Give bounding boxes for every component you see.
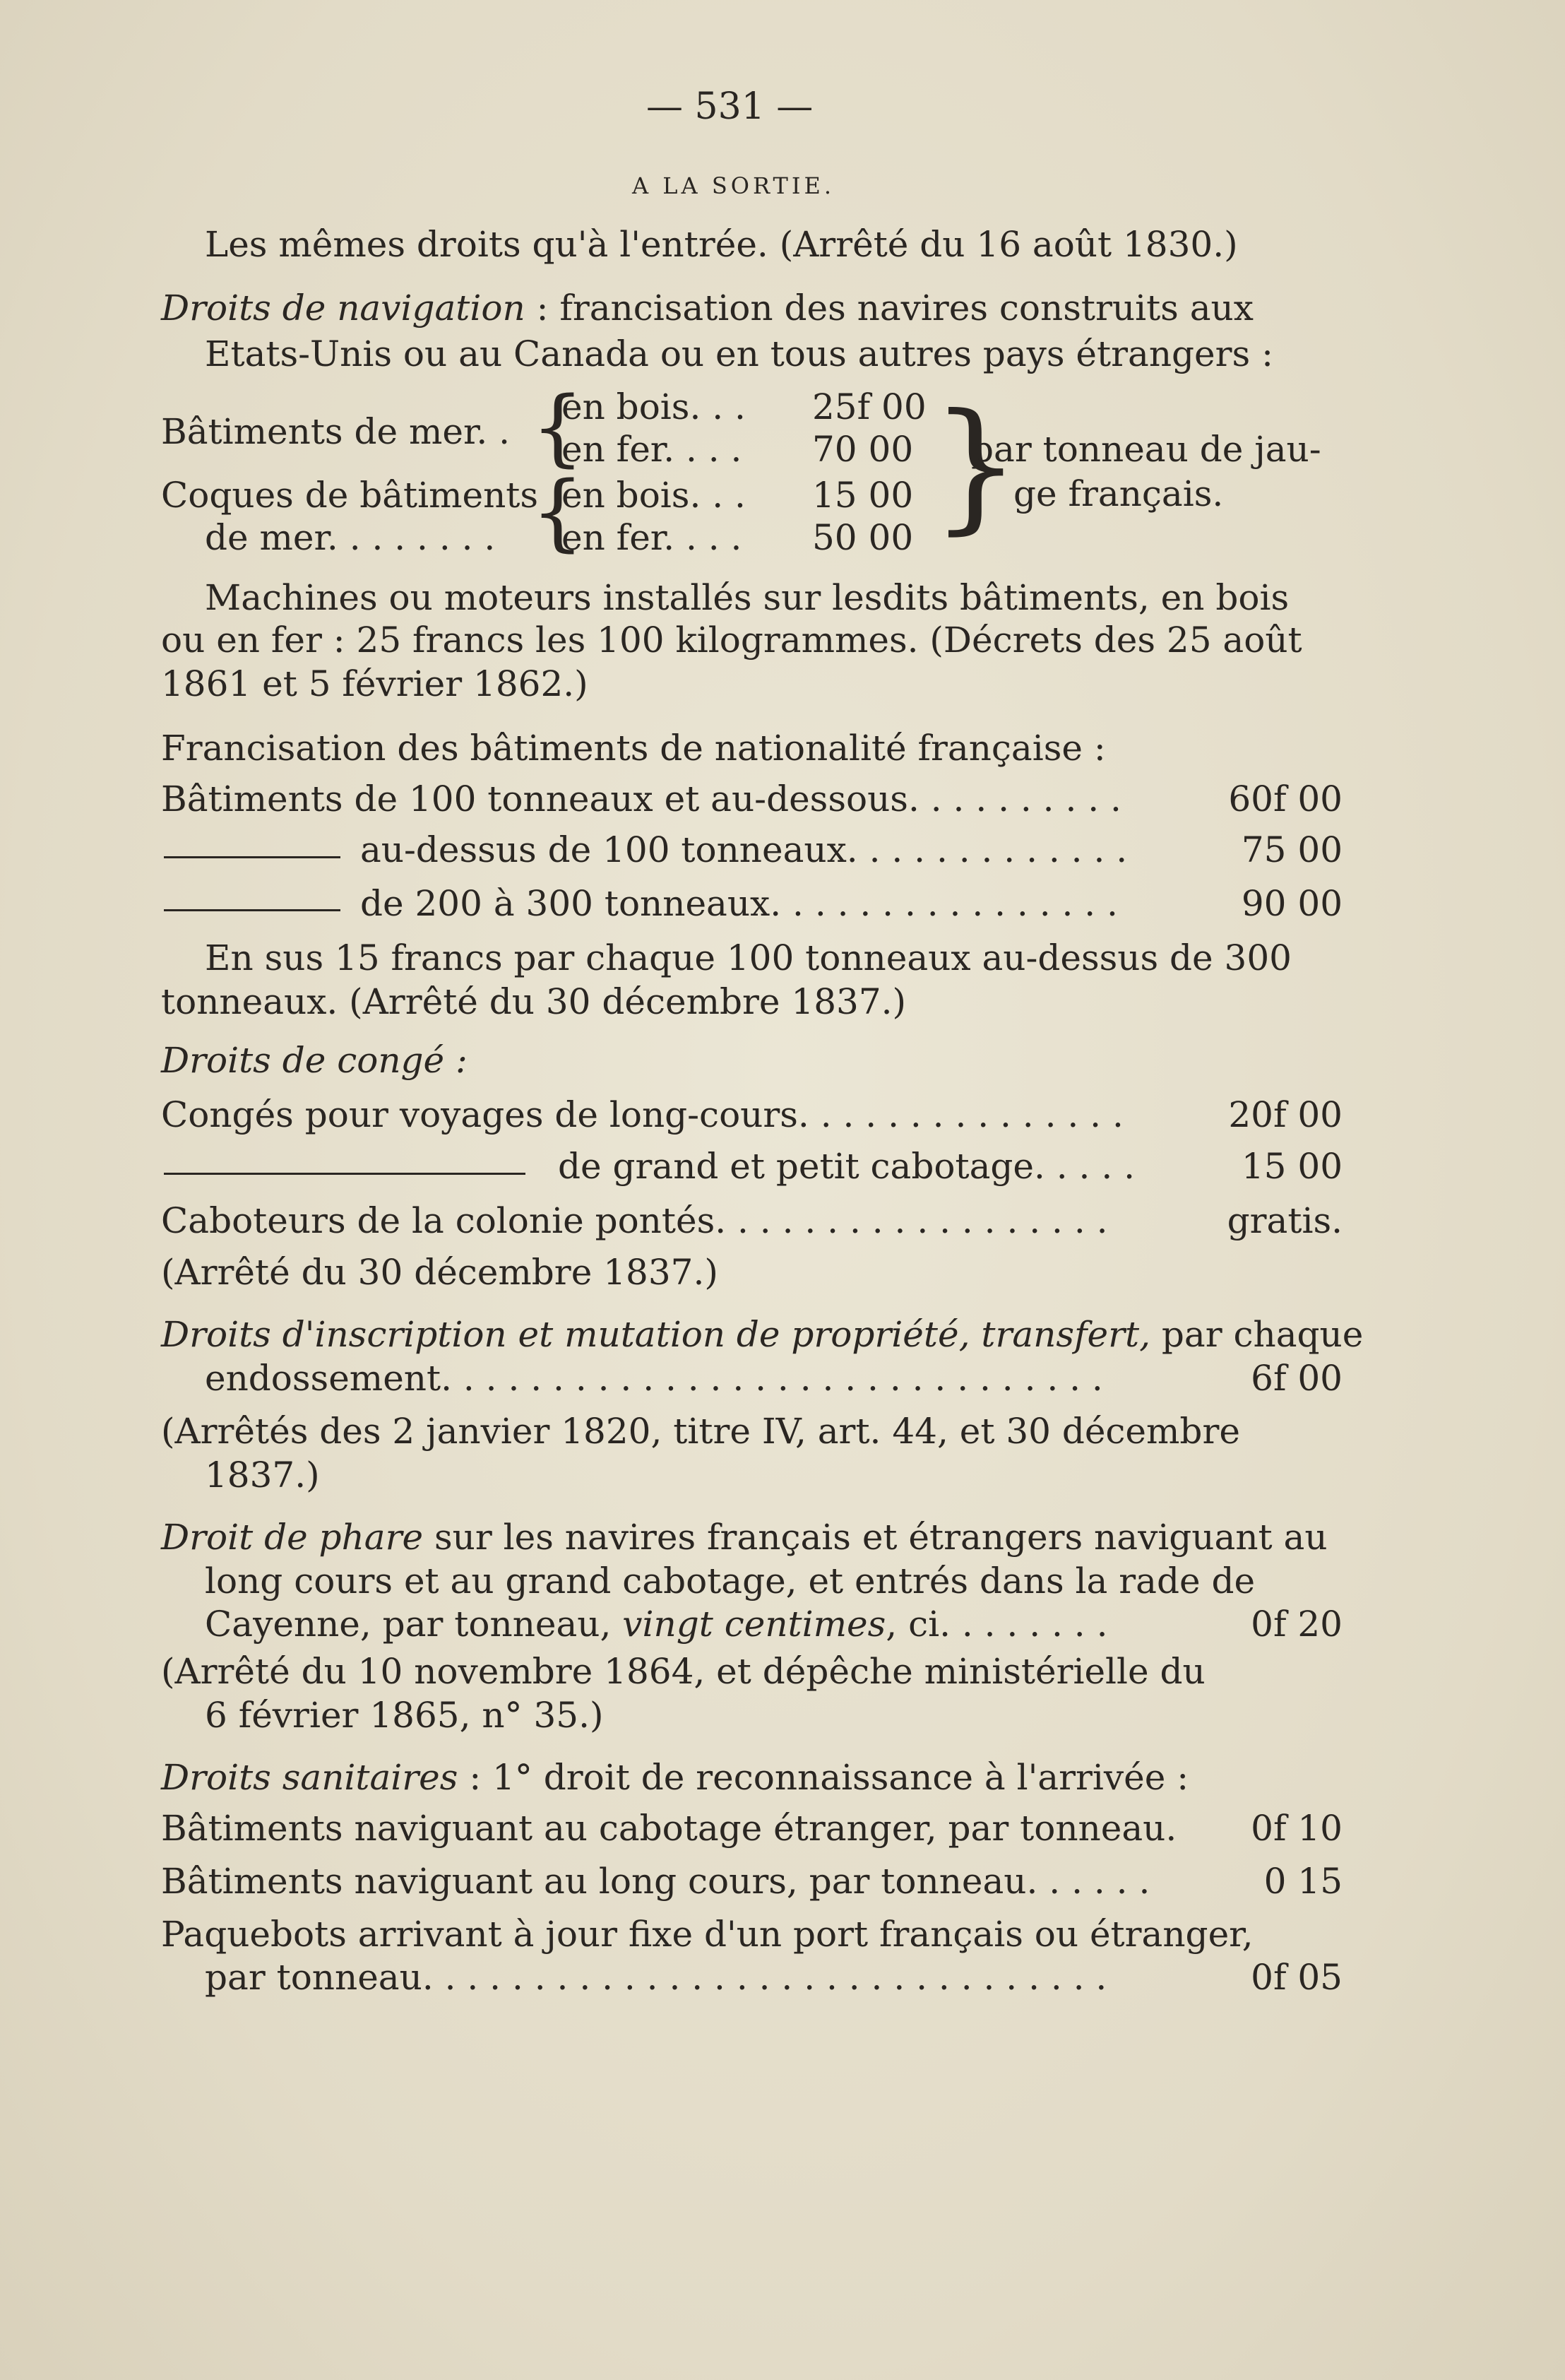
text-line — [161, 286, 1254, 330]
text-line: 1837.) — [205, 1455, 320, 1496]
table-material: en bois. . . — [561, 386, 746, 427]
text-line: (Arrêtés des 2 janvier 1820, titre IV, art. 44, et 30 décembre — [161, 1411, 1240, 1452]
table-material: en bois. . . — [561, 475, 746, 516]
ditto-rule — [164, 1173, 525, 1175]
text-line — [161, 1515, 1328, 1559]
text-span: par chaque — [1150, 1314, 1364, 1355]
table-material: en fer. . . . — [561, 429, 742, 470]
text-span: sur les navires français et étrangers naviguant au — [423, 1517, 1328, 1558]
italic-heading: Droits de congé : — [161, 1040, 468, 1081]
amount: 15 00 — [1241, 1146, 1343, 1187]
table-label: Bâtiments de mer. . — [161, 411, 511, 452]
text-span: Cayenne, par tonneau, — [205, 1604, 623, 1645]
italic-heading: Droits d'inscription et mutation de propriété, transfert, — [161, 1314, 1151, 1355]
text-line: endossement. . . . . . . . . . . . . . . . . . . . . . . . . . . . . . — [205, 1358, 1103, 1399]
text-line: Caboteurs de la colonie pontés. . . . . . . . . . . . . . . . . . — [161, 1200, 1108, 1241]
table-value: 15 00 — [812, 475, 914, 516]
text-span: , ci. . . . . . . . — [886, 1604, 1108, 1645]
table-label: de mer. . . . . . . . — [205, 517, 496, 558]
italic-span: vingt centimes — [622, 1604, 886, 1645]
table-value: 50 00 — [812, 517, 914, 558]
text-line: long cours et au grand cabotage, et entrés dans la rade de — [205, 1561, 1256, 1602]
text-line: Bâtiments naviguant au long cours, par tonneau. . . . . . — [161, 1861, 1150, 1902]
text-line: au-dessus de 100 tonneaux. . . . . . . . . . . . . — [360, 829, 1128, 870]
text-line: Bâtiments de 100 tonneaux et au-dessous. . . . . . . . . . — [161, 778, 1121, 819]
text-line — [205, 1602, 1107, 1646]
left-brace: { — [531, 463, 585, 560]
text-line: tonneaux. (Arrêté du 30 décembre 1837.) — [161, 981, 907, 1022]
text-line: 1861 et 5 février 1862.) — [161, 663, 588, 704]
amount: 20f 00 — [1228, 1094, 1343, 1135]
amount: gratis. — [1227, 1200, 1343, 1241]
italic-heading: Droits de navigation — [161, 288, 525, 328]
text-line: Paquebots arrivant à jour fixe d'un port français ou étranger, — [161, 1914, 1254, 1955]
table-material: en fer. . . . — [561, 517, 742, 558]
text-line: Etats-Unis ou au Canada ou en tous autres pays étrangers : — [205, 333, 1273, 374]
text-line: Machines ou moteurs installés sur lesdits bâtiments, en bois — [205, 577, 1290, 618]
text-line: de grand et petit cabotage. . . . . — [558, 1146, 1136, 1187]
text-line: par tonneau. . . . . . . . . . . . . . . . . . . . . . . . . . . . . . . — [205, 1957, 1107, 1998]
table-note: par tonneau de jau- — [971, 429, 1321, 470]
table-label: Coques de bâtiments — [161, 475, 539, 516]
amount: 0f 05 — [1251, 1957, 1343, 1998]
text-line: Congés pour voyages de long-cours. . . . . . . . . . . . . . . — [161, 1094, 1124, 1135]
table-note: ge français. — [1013, 473, 1224, 514]
text-span: : francisation des navires construits aux — [525, 288, 1254, 328]
table-value: 25f 00 — [812, 386, 927, 427]
italic-heading: Droits sanitaires — [161, 1757, 458, 1798]
ditto-rule — [164, 856, 340, 858]
amount: 6f 00 — [1251, 1358, 1343, 1399]
text-line: Francisation des bâtiments de nationalité française : — [161, 728, 1106, 769]
text-line: En sus 15 francs par chaque 100 tonneaux au-dessus de 300 — [205, 937, 1292, 978]
text-line: Les mêmes droits qu'à l'entrée. (Arrêté du 16 août 1830.) — [205, 224, 1238, 265]
table-value: 70 00 — [812, 429, 914, 470]
amount: 0f 20 — [1251, 1604, 1343, 1645]
text-line: de 200 à 300 tonneaux. . . . . . . . . . . . . . . . — [360, 883, 1118, 924]
text-line — [161, 1313, 1363, 1356]
amount: 60f 00 — [1228, 778, 1343, 819]
text-line: (Arrêté du 30 décembre 1837.) — [161, 1252, 718, 1293]
text-line — [161, 1756, 1189, 1799]
amount: 90 00 — [1241, 883, 1343, 924]
amount: 0f 10 — [1251, 1808, 1343, 1849]
amount: 75 00 — [1241, 829, 1343, 870]
text-line: ou en fer : 25 francs les 100 kilogrammes. (Décrets des 25 août — [161, 620, 1302, 661]
page-number: — 531 — — [646, 85, 814, 128]
text-line: Bâtiments naviguant au cabotage étranger, par tonneau. — [161, 1808, 1177, 1849]
right-brace: } — [931, 384, 1021, 548]
section-heading: A LA SORTIE. — [632, 172, 835, 199]
ditto-rule — [164, 909, 340, 911]
text-line: 6 février 1865, n° 35.) — [205, 1695, 604, 1736]
text-line: (Arrêté du 10 novembre 1864, et dépêche ministérielle du — [161, 1651, 1206, 1692]
amount: 0 15 — [1263, 1861, 1343, 1902]
text-span: : 1° droit de reconnaissance à l'arrivée : — [458, 1757, 1189, 1798]
left-brace: { — [531, 378, 585, 475]
italic-heading: Droit de phare — [161, 1517, 424, 1558]
